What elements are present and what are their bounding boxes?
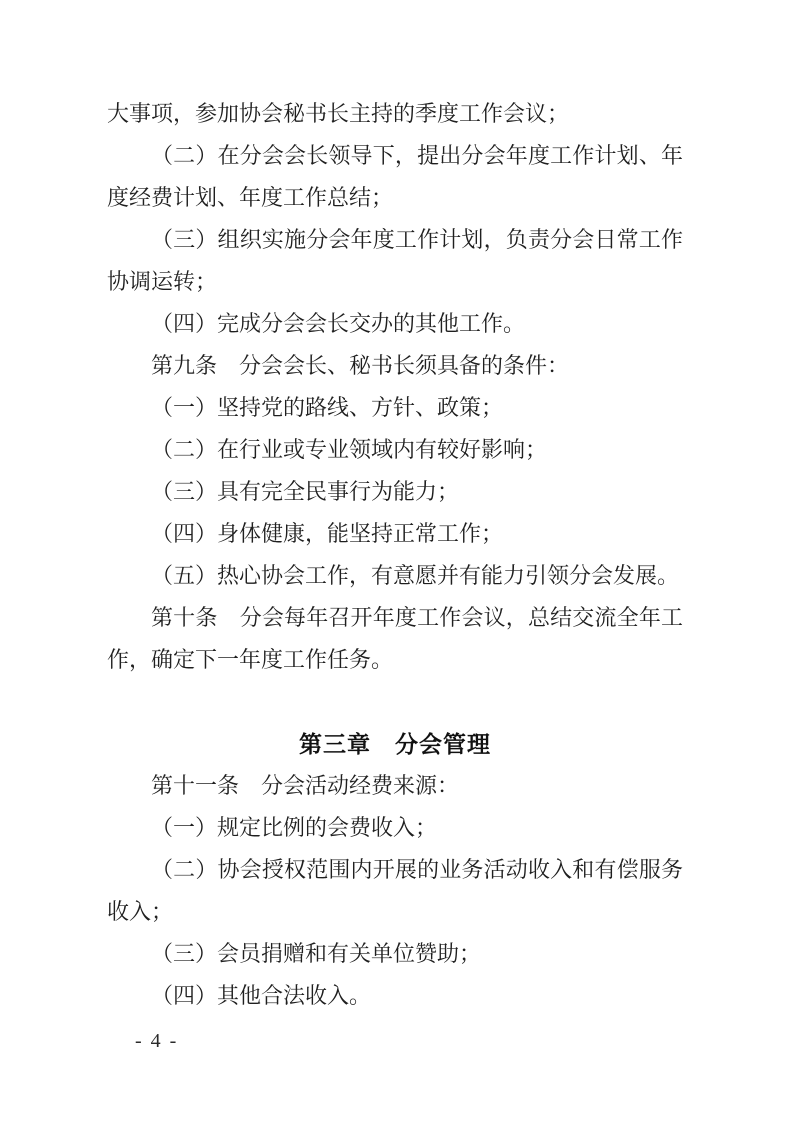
chapter-heading: 第三章 分会管理 bbox=[299, 731, 491, 757]
document-paragraph: （三）组织实施分会年度工作计划，负责分会日常工作协调运转； bbox=[107, 227, 683, 294]
document-paragraph: （五）热心协会工作，有意愿并有能力引领分会发展。 bbox=[151, 563, 680, 588]
document-paragraph: （四）身体健康，能坚持正常工作； bbox=[151, 521, 504, 546]
document-paragraph: 大事项，参加协会秘书长主持的季度工作会议； bbox=[107, 101, 570, 126]
document-paragraph: 第九条 分会会长、秘书长须具备的条件： bbox=[151, 353, 570, 378]
document-paragraph: （二）在行业或专业领域内有较好影响； bbox=[151, 437, 548, 462]
document-paragraph: （二）在分会会长领导下，提出分会年度工作计划、年度经费计划、年度工作总结； bbox=[107, 143, 683, 210]
document-paragraph: （二）协会授权范围内开展的业务活动收入和有偿服务收入； bbox=[107, 857, 683, 924]
document-paragraph: 第十一条 分会活动经费来源： bbox=[151, 773, 460, 798]
page-number: - 4 - bbox=[135, 1030, 179, 1052]
document-paragraph: （四）完成分会会长交办的其他工作。 bbox=[151, 311, 526, 336]
document-paragraph: （三）具有完全民事行为能力； bbox=[151, 479, 460, 504]
document-paragraph: （一）规定比例的会费收入； bbox=[151, 815, 438, 840]
document-paragraph: （四）其他合法收入。 bbox=[151, 983, 372, 1008]
document-paragraph: 第十条 分会每年召开年度工作会议，总结交流全年工作，确定下一年度工作任务。 bbox=[107, 605, 683, 672]
document-paragraph: （三）会员捐赠和有关单位赞助； bbox=[151, 941, 482, 966]
document-paragraph: （一）坚持党的路线、方针、政策； bbox=[151, 395, 504, 420]
document-body bbox=[107, 93, 683, 1017]
